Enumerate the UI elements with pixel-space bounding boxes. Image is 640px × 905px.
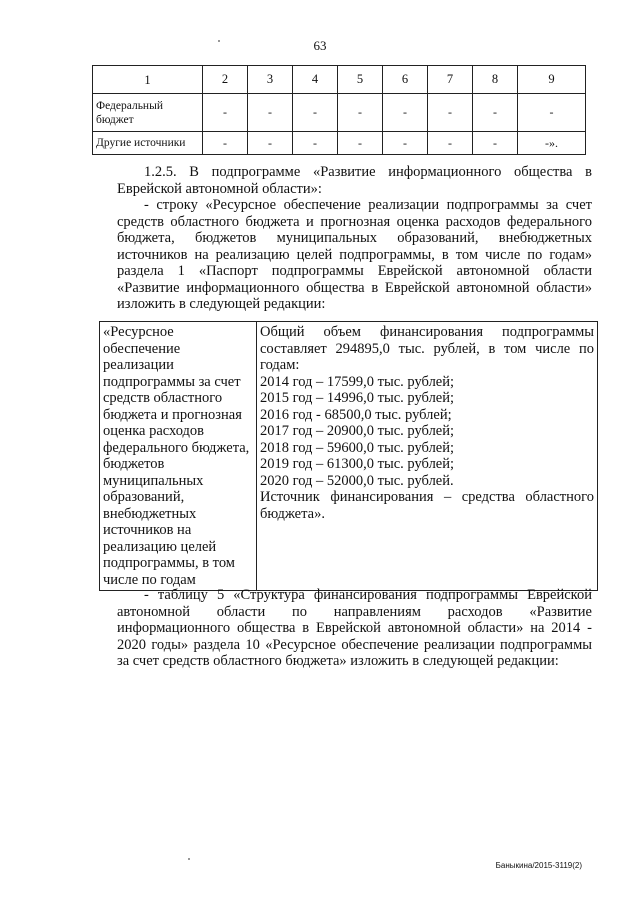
paragraph-table5-replacement: - таблицу 5 «Структура финансирования подпрограммы Еврейской автономной области по направлениям расходов «Развитие информационного общества в Еврейской автономной области» на 2014 - 2020 годы» раздела 10 «Ресурсное обеспечение реализации подпрограммы за счет средств областного бюджета» изложить в следующей редакции: — [117, 587, 592, 669]
year-funding-line: 2016 год - 68500,0 тыс. рублей; — [260, 406, 452, 423]
header-cell: 2 — [203, 66, 248, 94]
table-cell: - — [428, 94, 473, 132]
table-row — [93, 94, 586, 132]
body-text-upper — [117, 164, 592, 313]
paragraph-subprogram-intro: 1.2.5. В подпрограмме «Развитие информационного общества в Еврейской автономной области»: — [117, 164, 592, 197]
table-cell: - — [518, 94, 586, 132]
table-row — [93, 132, 586, 155]
total-funding-text: Общий объем финансирования подпрограммы составляет 294895,0 тыс. рублей, в том числе по годам: — [260, 324, 594, 373]
resource-provision-value — [257, 322, 598, 591]
table-cell: -». — [518, 132, 586, 155]
table-cell: - — [248, 94, 293, 132]
body-text-lower — [117, 587, 592, 670]
paragraph-row-replacement: - строку «Ресурсное обеспечение реализации подпрограммы за счет средств областного бюджета и прогнозная оценка расходов федерального бюджета, бюджетов муниципальных образований, внебюджетных источников на реализацию целей подпрограммы, в том числе по годам» раздела 1 «Паспорт подпрограммы Еврейской автономной области «Развитие информационного общества в Еврейской автономной области» изложить в следующей редакции: — [117, 197, 592, 312]
table-cell: - — [338, 132, 383, 155]
table-cell: - — [203, 94, 248, 132]
year-funding-line: 2015 год – 14996,0 тыс. рублей; — [260, 390, 455, 406]
year-funding-line: 2014 год – 17599,0 тыс. рублей; — [260, 373, 455, 390]
resource-provision-table — [99, 321, 598, 591]
table-cell: - — [293, 132, 338, 155]
header-cell: 3 — [248, 66, 293, 94]
header-cell: 1 — [93, 66, 203, 94]
table-cell: - — [338, 94, 383, 132]
table-header-row — [93, 66, 586, 94]
year-funding-line: 2017 год – 20900,0 тыс. рублей; — [260, 423, 455, 439]
scan-speck — [188, 858, 190, 860]
header-cell: 6 — [383, 66, 428, 94]
table-cell: - — [383, 132, 428, 155]
page-number: 63 — [313, 38, 327, 53]
funding-table-fragment — [92, 65, 586, 155]
header-cell: 4 — [293, 66, 338, 94]
scan-speck — [218, 40, 220, 42]
row-label: Федеральный бюджет — [93, 94, 203, 132]
year-funding-line: 2019 год – 61300,0 тыс. рублей; — [260, 456, 455, 472]
table-cell: - — [383, 94, 428, 132]
table-cell: - — [473, 132, 518, 155]
table-cell: - — [203, 132, 248, 155]
year-funding-line: 2018 год – 59600,0 тыс. рублей; — [260, 439, 455, 456]
header-cell: 8 — [473, 66, 518, 94]
row-label: Другие источники — [93, 132, 203, 155]
year-funding-line: 2020 год – 52000,0 тыс. рублей. — [260, 472, 454, 489]
table-cell: - — [293, 94, 338, 132]
funding-source-text: Источник финансирования – средства областного бюджета». — [260, 489, 594, 522]
table-cell: - — [473, 94, 518, 132]
document-code: Баныкина/2015-3119(2) — [495, 861, 582, 870]
table-cell: - — [248, 132, 293, 155]
table-row — [100, 322, 598, 591]
header-cell: 9 — [518, 66, 586, 94]
header-cell: 7 — [428, 66, 473, 94]
resource-provision-label: «Ресурсное обеспечение реализации подпрограммы за счет средств областного бюджета и прогнозная оценка расходов федерального бюджета, бюджетов муниципальных образований, внебюджетных источников на реализацию целей подпрограммы, в том числе по годам — [100, 322, 257, 591]
header-cell: 5 — [338, 66, 383, 94]
table-cell: - — [428, 132, 473, 155]
